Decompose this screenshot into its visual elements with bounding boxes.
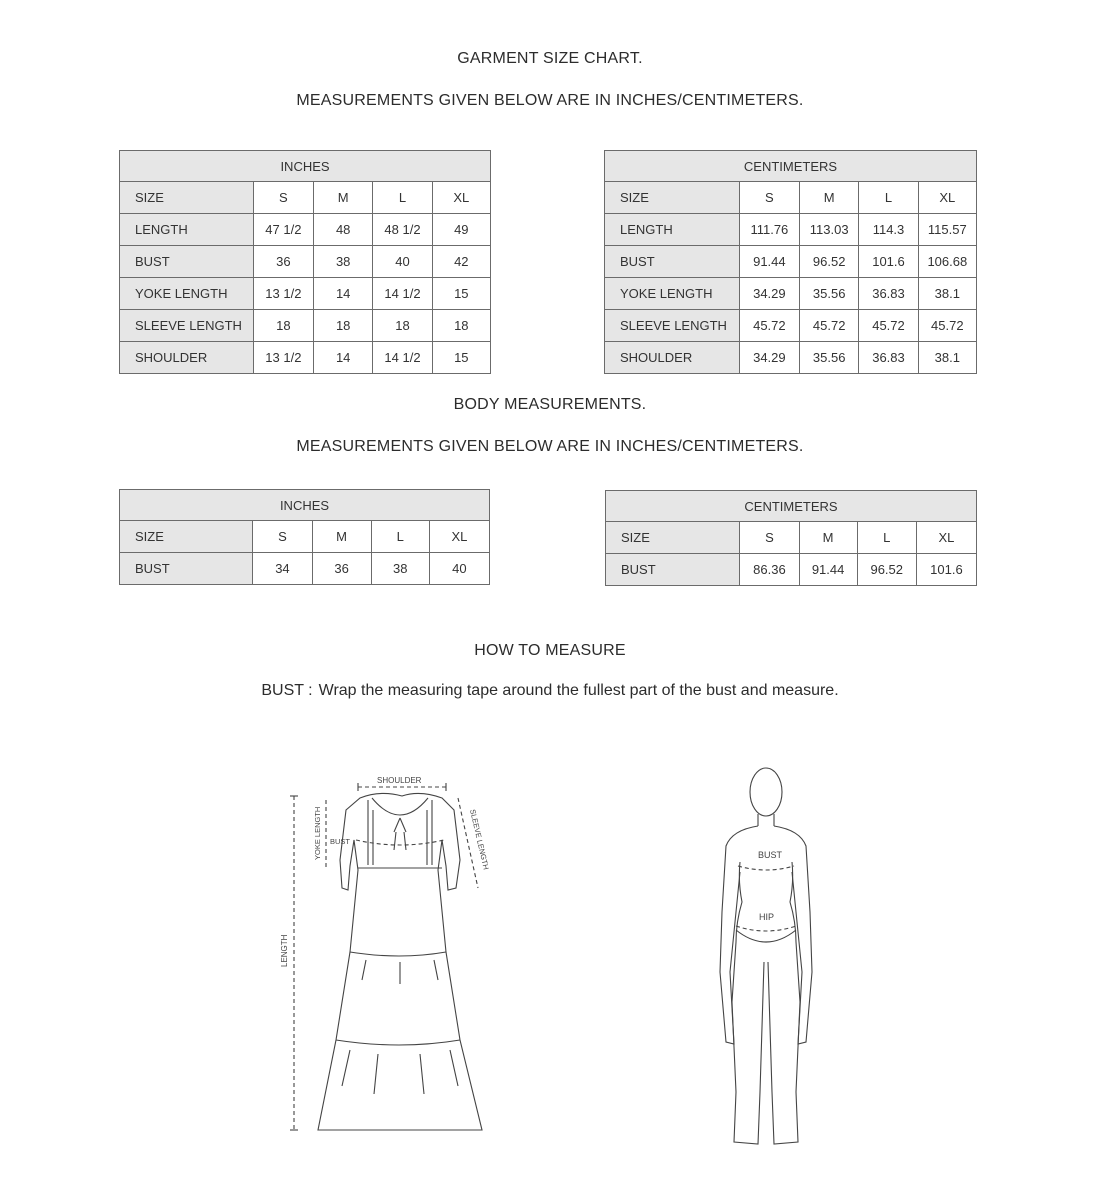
measurement-label: BUST bbox=[120, 553, 253, 585]
table-row bbox=[120, 310, 491, 342]
garment-measurements-note: MEASUREMENTS GIVEN BELOW ARE IN INCHES/CENTIMETERS. bbox=[296, 92, 804, 109]
dress-illustration bbox=[270, 770, 500, 1140]
table-row bbox=[120, 553, 490, 585]
garment-centimeters-table bbox=[604, 150, 977, 374]
measurement-value: 113.03 bbox=[800, 214, 859, 246]
measurement-label: BUST bbox=[120, 246, 254, 278]
measurement-label: SHOULDER bbox=[120, 342, 254, 374]
measurement-value: 45.72 bbox=[859, 310, 918, 342]
table-row bbox=[605, 278, 977, 310]
body-hip-label: HIP bbox=[759, 912, 775, 922]
size-header-cell: M bbox=[800, 182, 859, 214]
measurement-label: LENGTH bbox=[120, 214, 254, 246]
measurement-label: BUST bbox=[606, 554, 740, 586]
bust-instruction-label: BUST : bbox=[261, 682, 313, 699]
size-column-header: SIZE bbox=[120, 521, 253, 553]
measurement-value: 18 bbox=[373, 310, 432, 342]
garment-inches-table bbox=[119, 150, 491, 374]
size-header-cell: XL bbox=[432, 182, 490, 214]
measurement-value: 15 bbox=[432, 278, 490, 310]
measurement-value: 35.56 bbox=[800, 278, 859, 310]
measurement-label: LENGTH bbox=[605, 214, 740, 246]
measurement-value: 48 1/2 bbox=[373, 214, 432, 246]
size-header-cell: S bbox=[253, 521, 312, 553]
size-header-cell: XL bbox=[916, 522, 976, 554]
size-column-header: SIZE bbox=[605, 182, 740, 214]
how-to-measure-heading: HOW TO MEASURE bbox=[474, 642, 626, 659]
table-row bbox=[605, 342, 977, 374]
table-row bbox=[605, 214, 977, 246]
body-bust-label: BUST bbox=[758, 850, 783, 860]
measurement-value: 14 1/2 bbox=[373, 342, 432, 374]
size-header-cell: L bbox=[373, 182, 432, 214]
measurement-value: 36 bbox=[312, 553, 371, 585]
table-title-row bbox=[120, 151, 491, 182]
measurement-value: 13 1/2 bbox=[253, 342, 313, 374]
body-measurements-note: MEASUREMENTS GIVEN BELOW ARE IN INCHES/CENTIMETERS. bbox=[296, 438, 804, 455]
table-row bbox=[120, 214, 491, 246]
garment-size-chart-heading: GARMENT SIZE CHART. bbox=[457, 50, 643, 67]
size-column-header: SIZE bbox=[120, 182, 254, 214]
table-header-row bbox=[605, 182, 977, 214]
table-row bbox=[606, 554, 977, 586]
size-header-cell: S bbox=[740, 522, 799, 554]
body-measurements-heading: BODY MEASUREMENTS. bbox=[453, 396, 647, 413]
measurement-value: 47 1/2 bbox=[253, 214, 313, 246]
measurement-label: YOKE LENGTH bbox=[120, 278, 254, 310]
measurement-value: 86.36 bbox=[740, 554, 799, 586]
size-header-cell: XL bbox=[429, 521, 489, 553]
size-header-cell: XL bbox=[918, 182, 976, 214]
size-header-cell: M bbox=[314, 182, 373, 214]
measurement-value: 14 bbox=[314, 278, 373, 310]
measurement-value: 91.44 bbox=[799, 554, 857, 586]
measurement-value: 34.29 bbox=[739, 342, 799, 374]
measurement-value: 45.72 bbox=[918, 310, 976, 342]
measurement-value: 106.68 bbox=[918, 246, 976, 278]
table-title: INCHES bbox=[120, 490, 490, 521]
measurement-value: 45.72 bbox=[800, 310, 859, 342]
measurement-value: 96.52 bbox=[800, 246, 859, 278]
table-header-row bbox=[606, 522, 977, 554]
measurement-value: 15 bbox=[432, 342, 490, 374]
measurement-value: 18 bbox=[314, 310, 373, 342]
size-header-cell: M bbox=[312, 521, 371, 553]
table-header-row bbox=[120, 521, 490, 553]
measurement-value: 96.52 bbox=[857, 554, 916, 586]
body-inches-table bbox=[119, 489, 490, 585]
table-title: CENTIMETERS bbox=[606, 491, 977, 522]
size-header-cell: M bbox=[799, 522, 857, 554]
measurement-value: 34.29 bbox=[739, 278, 799, 310]
table-header-row bbox=[120, 182, 491, 214]
measurement-value: 38 bbox=[314, 246, 373, 278]
table-title: CENTIMETERS bbox=[605, 151, 977, 182]
measurement-value: 49 bbox=[432, 214, 490, 246]
dress-bust-label: BUST bbox=[330, 837, 351, 846]
measurement-value: 18 bbox=[253, 310, 313, 342]
measurement-value: 91.44 bbox=[739, 246, 799, 278]
table-title: INCHES bbox=[120, 151, 491, 182]
dress-shoulder-label: SHOULDER bbox=[377, 776, 422, 785]
body-illustration bbox=[700, 762, 830, 1152]
table-row bbox=[120, 246, 491, 278]
measurement-value: 36.83 bbox=[859, 342, 918, 374]
size-header-cell: L bbox=[859, 182, 918, 214]
measurement-value: 35.56 bbox=[800, 342, 859, 374]
dress-length-label: LENGTH bbox=[280, 934, 289, 967]
size-header-cell: L bbox=[371, 521, 429, 553]
measurement-label: SHOULDER bbox=[605, 342, 740, 374]
bust-instruction bbox=[0, 682, 1100, 700]
table-row bbox=[120, 278, 491, 310]
measurement-value: 40 bbox=[373, 246, 432, 278]
table-row bbox=[605, 246, 977, 278]
measurement-label: SLEEVE LENGTH bbox=[120, 310, 254, 342]
measurement-value: 114.3 bbox=[859, 214, 918, 246]
measurement-value: 36.83 bbox=[859, 278, 918, 310]
measurement-value: 101.6 bbox=[916, 554, 976, 586]
measurement-value: 18 bbox=[432, 310, 490, 342]
table-row bbox=[605, 310, 977, 342]
measurement-value: 111.76 bbox=[739, 214, 799, 246]
measurement-value: 13 1/2 bbox=[253, 278, 313, 310]
dress-yoke-length-label: YOKE LENGTH bbox=[313, 806, 322, 860]
measurement-value: 48 bbox=[314, 214, 373, 246]
table-title-row bbox=[605, 151, 977, 182]
measurement-value: 42 bbox=[432, 246, 490, 278]
size-header-cell: S bbox=[739, 182, 799, 214]
measurement-value: 36 bbox=[253, 246, 313, 278]
measurement-label: BUST bbox=[605, 246, 740, 278]
size-header-cell: L bbox=[857, 522, 916, 554]
body-centimeters-table bbox=[605, 490, 977, 586]
measurement-value: 38 bbox=[371, 553, 429, 585]
measurement-label: SLEEVE LENGTH bbox=[605, 310, 740, 342]
measurement-label: YOKE LENGTH bbox=[605, 278, 740, 310]
size-header-cell: S bbox=[253, 182, 313, 214]
table-title-row bbox=[120, 490, 490, 521]
size-column-header: SIZE bbox=[606, 522, 740, 554]
measurement-value: 38.1 bbox=[918, 342, 976, 374]
table-title-row bbox=[606, 491, 977, 522]
dress-sleeve-length-label: SLEEVE LENGTH bbox=[468, 808, 491, 871]
measurement-value: 34 bbox=[253, 553, 312, 585]
measurement-value: 115.57 bbox=[918, 214, 976, 246]
table-row bbox=[120, 342, 491, 374]
bust-instruction-text: Wrap the measuring tape around the fullest part of the bust and measure. bbox=[318, 682, 839, 699]
measurement-value: 14 1/2 bbox=[373, 278, 432, 310]
measurement-value: 40 bbox=[429, 553, 489, 585]
measurement-value: 14 bbox=[314, 342, 373, 374]
measurement-value: 45.72 bbox=[739, 310, 799, 342]
measurement-value: 101.6 bbox=[859, 246, 918, 278]
measurement-value: 38.1 bbox=[918, 278, 976, 310]
